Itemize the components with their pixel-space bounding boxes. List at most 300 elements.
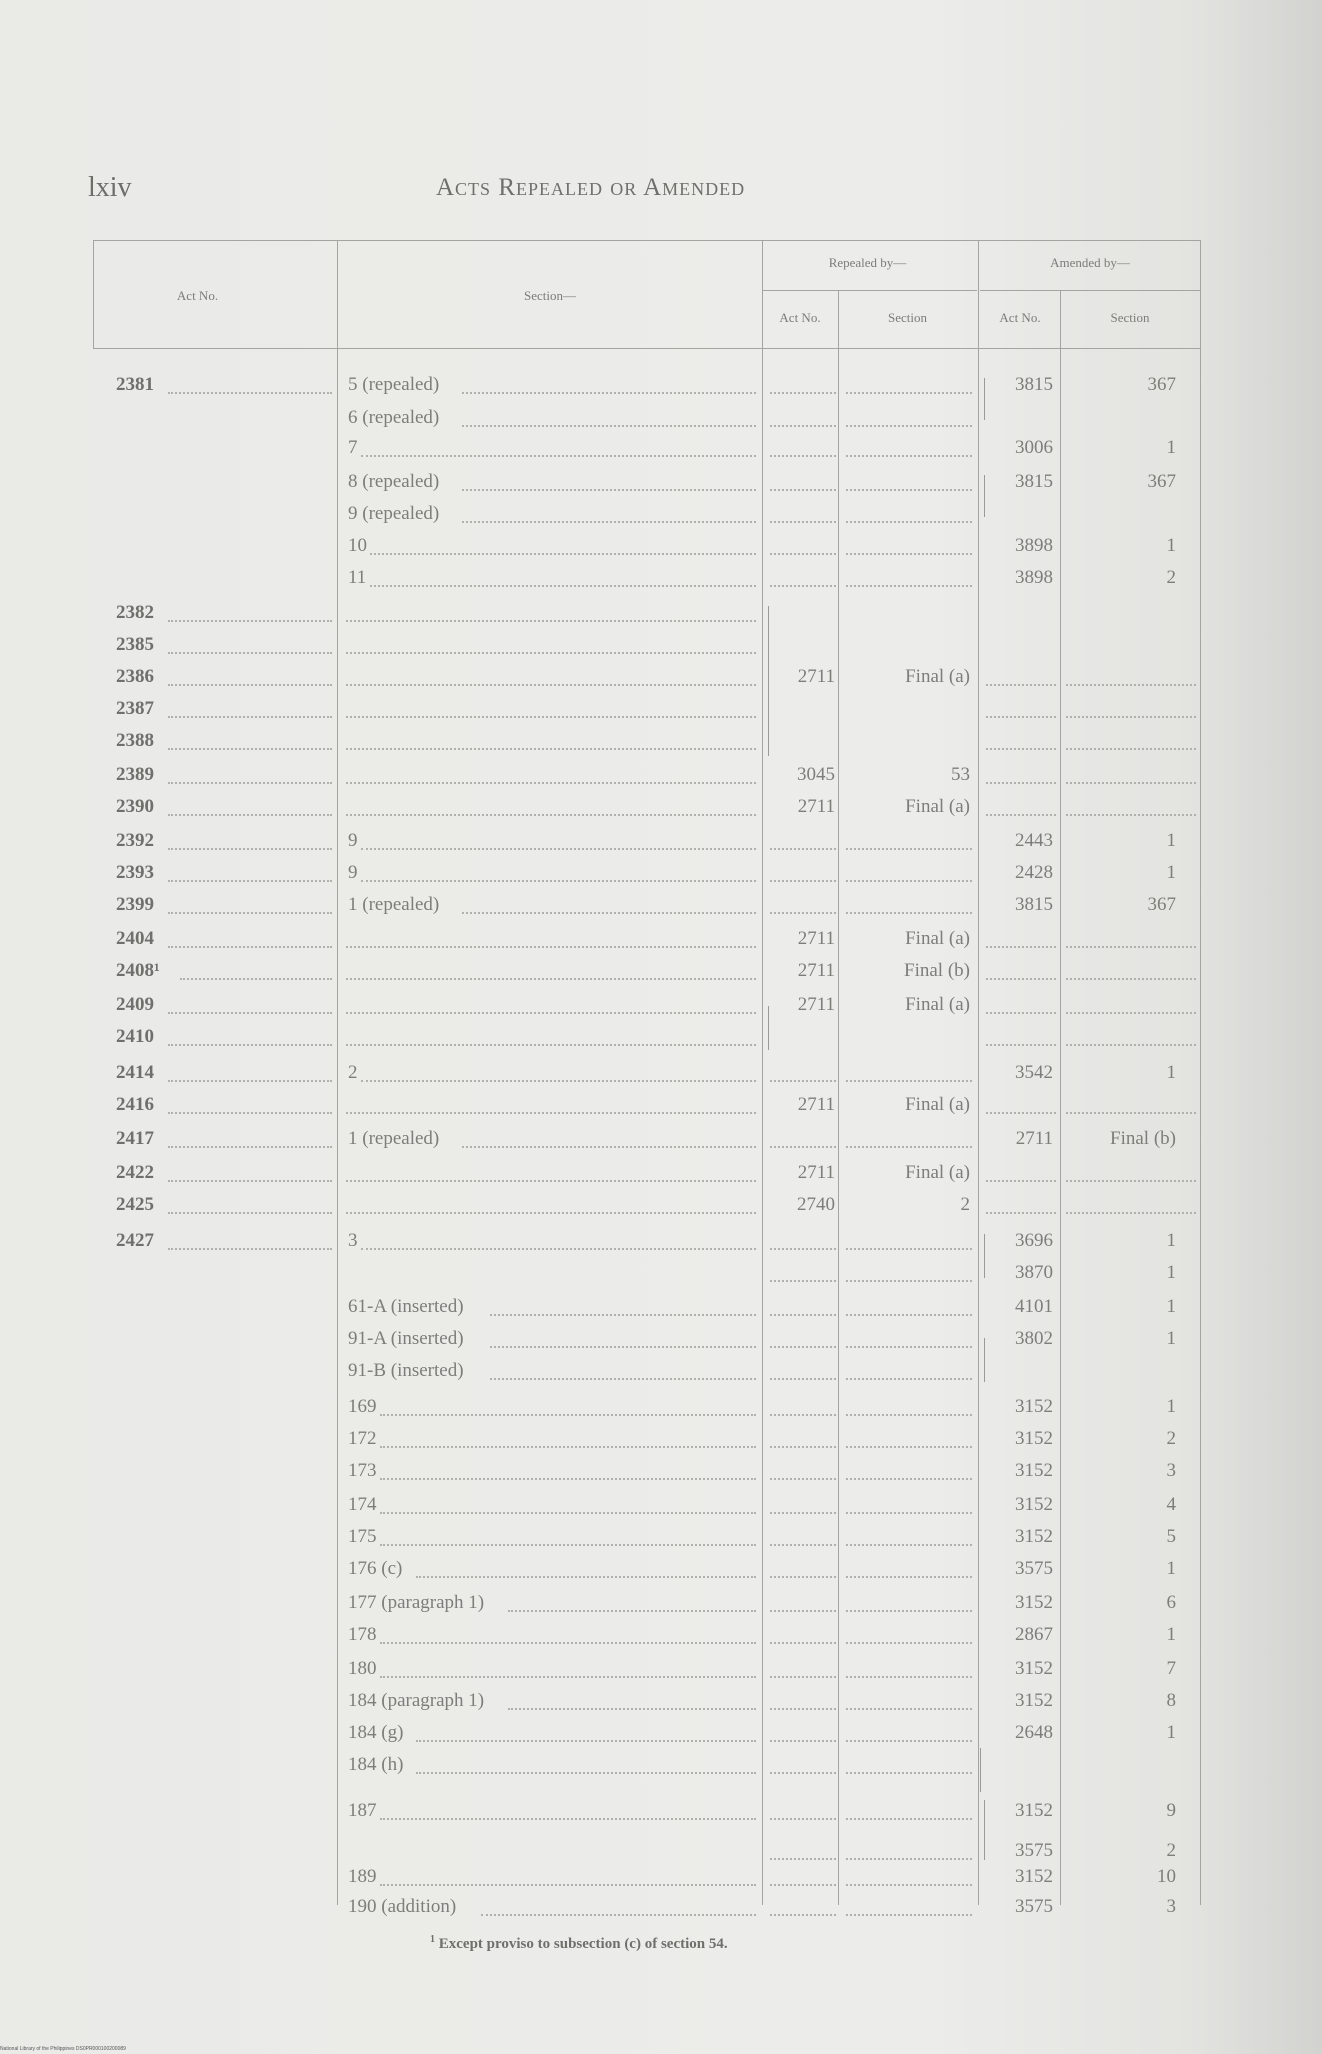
dot-leader — [770, 1772, 836, 1774]
dot-leader — [481, 1914, 756, 1916]
cell-sec: 3 — [348, 1230, 358, 1251]
dot-leader — [770, 1884, 836, 1886]
dot-leader — [168, 946, 332, 948]
dot-leader — [346, 652, 756, 654]
cell-a-sec: 7 — [1166, 1658, 1176, 1679]
cell-act: 2390 — [116, 796, 154, 817]
dot-leader — [846, 455, 972, 457]
dot-leader — [770, 489, 836, 491]
brace-2427-184gh — [980, 1748, 981, 1792]
cell-a-act: 3815 — [1015, 894, 1053, 915]
cell-a-sec: 1 — [1166, 1062, 1176, 1083]
dot-leader — [846, 553, 972, 555]
dot-leader — [1066, 1044, 1196, 1046]
dot-leader — [846, 1478, 972, 1480]
dot-leader — [770, 392, 836, 394]
cell-a-act: 3870 — [1015, 1262, 1053, 1283]
dot-leader — [846, 392, 972, 394]
dot-leader — [846, 1642, 972, 1644]
cell-r-sec: Final (a) — [905, 1162, 970, 1183]
dot-leader — [168, 814, 332, 816]
cell-act: 2414 — [116, 1062, 154, 1083]
dot-leader — [168, 1044, 332, 1046]
cell-a-sec: 1 — [1166, 437, 1176, 458]
dot-leader — [770, 1676, 836, 1678]
dot-leader — [1066, 716, 1196, 718]
cell-sec: 176 (c) — [348, 1558, 403, 1579]
cell-a-sec: 1 — [1166, 1262, 1176, 1283]
cell-sec: 10 — [348, 535, 367, 556]
dot-leader — [846, 848, 972, 850]
dot-leader — [1066, 1180, 1196, 1182]
table-top-rule — [93, 240, 1201, 241]
dot-leader — [346, 978, 756, 980]
dot-leader — [168, 1248, 332, 1250]
cell-a-act: 2867 — [1015, 1624, 1053, 1645]
cell-a-sec: 367 — [1147, 471, 1176, 492]
dot-leader — [770, 1314, 836, 1316]
cell-a-sec: 2 — [1166, 567, 1176, 588]
dot-leader — [346, 684, 756, 686]
cell-sec: 189 — [348, 1866, 377, 1887]
cell-a-sec: 1 — [1166, 535, 1176, 556]
brace-2427-3 — [984, 1234, 985, 1278]
cell-sec: 11 — [348, 567, 367, 588]
cell-act: 2385 — [116, 634, 154, 655]
dot-leader — [346, 1212, 756, 1214]
dot-leader — [361, 1248, 756, 1250]
dot-leader — [490, 1314, 756, 1316]
cell-act: 2422 — [116, 1162, 154, 1183]
dot-leader — [380, 1544, 756, 1546]
cell-a-act: 3152 — [1015, 1396, 1053, 1417]
footnote-text: Except proviso to subsection (c) of section 54. — [438, 1936, 728, 1952]
dot-leader — [508, 1610, 756, 1612]
dot-leader — [986, 1044, 1056, 1046]
cell-a-act: 3152 — [1015, 1800, 1053, 1821]
cell-act: 2425 — [116, 1194, 154, 1215]
cell-a-sec: 10 — [1157, 1866, 1176, 1887]
dot-leader — [770, 1610, 836, 1612]
header-repealed-section: Section — [888, 310, 927, 325]
dot-leader — [168, 1180, 332, 1182]
cell-act: 2417 — [116, 1128, 154, 1149]
dot-leader — [846, 1146, 972, 1148]
cell-act: 2388 — [116, 730, 154, 751]
cell-sec: 61-A (inserted) — [348, 1296, 464, 1317]
dot-leader — [168, 652, 332, 654]
brace-2381-5-6 — [984, 378, 985, 420]
dot-leader — [770, 585, 836, 587]
dot-leader — [770, 521, 836, 523]
cell-r-sec: Final (a) — [905, 666, 970, 687]
dot-leader — [1066, 978, 1196, 980]
dot-leader — [846, 1080, 972, 1082]
cell-a-act: 3152 — [1015, 1690, 1053, 1711]
dot-leader — [346, 782, 756, 784]
cell-a-sec: 1 — [1166, 1230, 1176, 1251]
dot-leader — [380, 1478, 756, 1480]
cell-r-sec: Final (a) — [905, 796, 970, 817]
dot-leader — [1066, 1112, 1196, 1114]
dot-leader — [846, 1346, 972, 1348]
cell-a-act: 2648 — [1015, 1722, 1053, 1743]
cell-r-sec: Final (a) — [905, 994, 970, 1015]
cell-a-act: 3575 — [1015, 1558, 1053, 1579]
brace-2382-2388 — [768, 606, 769, 756]
dot-leader — [846, 1378, 972, 1380]
header-amended-by: Amended by— — [1050, 255, 1130, 270]
dot-leader — [770, 1080, 836, 1082]
cell-sec: 184 (paragraph 1) — [348, 1690, 485, 1711]
dot-leader — [168, 748, 332, 750]
dot-leader — [380, 1884, 756, 1886]
dot-leader — [986, 1012, 1056, 1014]
dot-leader — [168, 1080, 332, 1082]
dot-leader — [1066, 782, 1196, 784]
header-act-no: Act No. — [176, 288, 219, 303]
dot-leader — [361, 880, 756, 882]
cell-a-sec: 1 — [1166, 1722, 1176, 1743]
cell-act: 2404 — [116, 928, 154, 949]
dot-leader — [770, 1146, 836, 1148]
dot-leader — [846, 1314, 972, 1316]
dot-leader — [168, 716, 332, 718]
dot-leader — [846, 585, 972, 587]
dot-leader — [846, 1772, 972, 1774]
dot-leader — [846, 912, 972, 914]
dot-leader — [416, 1576, 756, 1578]
cell-r-act: 3045 — [797, 764, 835, 785]
dot-leader — [846, 880, 972, 882]
dot-leader — [462, 392, 756, 394]
header-section: Section— — [524, 288, 576, 303]
dot-leader — [986, 1112, 1056, 1114]
cell-a-sec: 2 — [1166, 1428, 1176, 1449]
cell-a-act: 3152 — [1015, 1658, 1053, 1679]
cell-sec: 2 — [348, 1062, 358, 1083]
dot-leader — [846, 1414, 972, 1416]
brace-2427-187 — [984, 1800, 985, 1860]
cell-r-act: 2711 — [797, 1094, 835, 1115]
cell-act: 2427 — [116, 1230, 154, 1251]
cell-sec: 7 — [348, 437, 358, 458]
cell-a-act: 3802 — [1015, 1328, 1053, 1349]
dot-leader — [346, 1112, 756, 1114]
header-bottom-rule — [93, 348, 1201, 349]
cell-r-act: 2711 — [797, 796, 835, 817]
footnote — [430, 1934, 728, 1953]
dot-leader — [361, 848, 756, 850]
col-rule-5 — [978, 240, 979, 1905]
cell-act: 2410 — [116, 1026, 154, 1047]
cell-a-sec: 3 — [1166, 1896, 1176, 1917]
dot-leader — [490, 1378, 756, 1380]
dot-leader — [416, 1740, 756, 1742]
cell-sec: 180 — [348, 1658, 377, 1679]
cell-sec: 184 (h) — [348, 1754, 404, 1775]
cell-a-act: 3152 — [1015, 1866, 1053, 1887]
dot-leader — [770, 1708, 836, 1710]
cell-r-act: 2711 — [797, 994, 835, 1015]
cell-a-act: 3696 — [1015, 1230, 1053, 1251]
dot-leader — [168, 684, 332, 686]
dot-leader — [380, 1676, 756, 1678]
cell-sec: 175 — [348, 1526, 377, 1547]
cell-r-sec: Final (b) — [904, 960, 970, 981]
dot-leader — [380, 1414, 756, 1416]
cell-a-sec: 4 — [1166, 1494, 1176, 1515]
dot-leader — [770, 1914, 836, 1916]
cell-a-sec: 1 — [1166, 1328, 1176, 1349]
dot-leader — [168, 1146, 332, 1148]
cell-a-sec: 3 — [1166, 1460, 1176, 1481]
cell-act: 2382 — [116, 602, 154, 623]
cell-sec: 9 (repealed) — [348, 503, 440, 524]
dot-leader — [986, 814, 1056, 816]
dot-leader — [770, 553, 836, 555]
dot-leader — [770, 1858, 836, 1860]
dot-leader — [380, 1642, 756, 1644]
dot-leader — [1066, 946, 1196, 948]
cell-a-sec: 1 — [1166, 1296, 1176, 1317]
brace-2381-8-9 — [984, 475, 985, 517]
cell-a-act: 3006 — [1015, 437, 1053, 458]
col-rule-1 — [93, 240, 94, 348]
dot-leader — [168, 620, 332, 622]
dot-leader — [180, 978, 332, 980]
dot-leader — [986, 1212, 1056, 1214]
cell-a-act: 3152 — [1015, 1494, 1053, 1515]
cell-a-act: 2443 — [1015, 830, 1053, 851]
cell-a-sec: 1 — [1166, 1558, 1176, 1579]
cell-sec: 174 — [348, 1494, 377, 1515]
dot-leader — [361, 455, 756, 457]
dot-leader — [416, 1772, 756, 1774]
dot-leader — [1066, 814, 1196, 816]
dot-leader — [846, 1544, 972, 1546]
dot-leader — [846, 1280, 972, 1282]
cell-sec: 187 — [348, 1800, 377, 1821]
cell-sec: 173 — [348, 1460, 377, 1481]
dot-leader — [846, 1708, 972, 1710]
cell-r-act: 2711 — [797, 960, 835, 981]
dot-leader — [770, 1280, 836, 1282]
col-rule-6 — [1060, 290, 1061, 1905]
dot-leader — [846, 1818, 972, 1820]
cell-r-act: 2740 — [797, 1194, 835, 1215]
dot-leader — [346, 620, 756, 622]
cell-sec: 178 — [348, 1624, 377, 1645]
brace-2427-91ab — [984, 1338, 985, 1382]
dot-leader — [846, 1676, 972, 1678]
header-repealed-by: Repealed by— — [828, 255, 907, 270]
cell-a-act: 3152 — [1015, 1428, 1053, 1449]
dot-leader — [770, 912, 836, 914]
dot-leader — [770, 848, 836, 850]
cell-act: 2409 — [116, 994, 154, 1015]
dot-leader — [346, 716, 756, 718]
dot-leader — [1066, 748, 1196, 750]
cell-a-act: 3898 — [1015, 535, 1053, 556]
dot-leader — [846, 1740, 972, 1742]
cell-a-sec: 5 — [1166, 1526, 1176, 1547]
brace-2409-2410 — [768, 1006, 769, 1050]
cell-sec: 91-B (inserted) — [348, 1360, 464, 1381]
cell-sec: 5 (repealed) — [348, 374, 440, 395]
dot-leader — [846, 1914, 972, 1916]
footnote-mark: 1 — [430, 1934, 435, 1945]
dot-leader — [986, 684, 1056, 686]
header-split-rule-repealed — [762, 290, 977, 291]
dot-leader — [846, 489, 972, 491]
header-split-rule-amended — [980, 290, 1201, 291]
cell-act: 2399 — [116, 894, 154, 915]
dot-leader — [770, 1642, 836, 1644]
dot-leader — [986, 782, 1056, 784]
dot-leader — [770, 1576, 836, 1578]
cell-a-act: 3815 — [1015, 374, 1053, 395]
cell-a-sec: 1 — [1166, 830, 1176, 851]
dot-leader — [770, 1248, 836, 1250]
col-rule-7 — [1200, 240, 1201, 1905]
dot-leader — [1066, 684, 1196, 686]
cell-r-sec: Final (a) — [905, 928, 970, 949]
cell-a-act: 3898 — [1015, 567, 1053, 588]
dot-leader — [770, 1512, 836, 1514]
dot-leader — [986, 716, 1056, 718]
cell-a-sec: 8 — [1166, 1690, 1176, 1711]
page-folio: lxiv — [88, 172, 132, 203]
dot-leader — [1066, 1212, 1196, 1214]
cell-a-act: 3575 — [1015, 1896, 1053, 1917]
cell-act: 2392 — [116, 830, 154, 851]
library-caption: National Library of the Philippines DS0PR000100200089 — [0, 2046, 126, 2052]
cell-sec: 8 (repealed) — [348, 471, 440, 492]
dot-leader — [380, 1446, 756, 1448]
dot-leader — [986, 978, 1056, 980]
dot-leader — [770, 1544, 836, 1546]
dot-leader — [361, 1080, 756, 1082]
cell-sec: 9 — [348, 862, 358, 883]
cell-r-act: 2711 — [797, 666, 835, 687]
dot-leader — [986, 946, 1056, 948]
cell-a-act: 3815 — [1015, 471, 1053, 492]
dot-leader — [1066, 1012, 1196, 1014]
cell-a-act: 3152 — [1015, 1592, 1053, 1613]
cell-a-sec: 6 — [1166, 1592, 1176, 1613]
dot-leader — [846, 521, 972, 523]
dot-leader — [346, 1012, 756, 1014]
cell-act: 2416 — [116, 1094, 154, 1115]
cell-sec: 177 (paragraph 1) — [348, 1592, 485, 1613]
col-rule-4 — [838, 290, 839, 1905]
dot-leader — [846, 1512, 972, 1514]
cell-a-sec: Final (b) — [1110, 1128, 1176, 1149]
cell-act: 2386 — [116, 666, 154, 687]
cell-sec: 190 (addition) — [348, 1896, 457, 1917]
dot-leader — [168, 848, 332, 850]
cell-r-sec: 53 — [951, 764, 970, 785]
cell-r-act: 2711 — [797, 1162, 835, 1183]
dot-leader — [168, 880, 332, 882]
dot-leader — [846, 1884, 972, 1886]
cell-sec: 1 (repealed) — [348, 894, 440, 915]
dot-leader — [346, 1180, 756, 1182]
cell-act: 2389 — [116, 764, 154, 785]
dot-leader — [346, 1044, 756, 1046]
dot-leader — [168, 912, 332, 914]
dot-leader — [168, 1212, 332, 1214]
dot-leader — [770, 1346, 836, 1348]
dot-leader — [380, 1512, 756, 1514]
dot-leader — [770, 880, 836, 882]
cell-a-sec: 1 — [1166, 862, 1176, 883]
dot-leader — [168, 392, 332, 394]
cell-sec: 91-A (inserted) — [348, 1328, 464, 1349]
cell-sec: 6 (repealed) — [348, 407, 440, 428]
cell-sec: 184 (g) — [348, 1722, 404, 1743]
dot-leader — [770, 1446, 836, 1448]
cell-a-sec: 2 — [1166, 1840, 1176, 1861]
dot-leader — [770, 1478, 836, 1480]
header-amended-act-no: Act No. — [999, 310, 1041, 325]
dot-leader — [168, 1112, 332, 1114]
dot-leader — [462, 489, 756, 491]
cell-a-act: 4101 — [1015, 1296, 1053, 1317]
cell-a-sec: 367 — [1147, 374, 1176, 395]
cell-a-act: 2428 — [1015, 862, 1053, 883]
cell-sec: 172 — [348, 1428, 377, 1449]
dot-leader — [346, 814, 756, 816]
dot-leader — [846, 1576, 972, 1578]
dot-leader — [168, 782, 332, 784]
header-repealed-act-no: Act No. — [779, 310, 821, 325]
dot-leader — [770, 425, 836, 427]
cell-act: 2393 — [116, 862, 154, 883]
col-rule-3 — [762, 240, 763, 1905]
dot-leader — [770, 1414, 836, 1416]
dot-leader — [346, 946, 756, 948]
dot-leader — [770, 1818, 836, 1820]
dot-leader — [846, 1858, 972, 1860]
cell-a-act: 3152 — [1015, 1526, 1053, 1547]
dot-leader — [846, 425, 972, 427]
cell-a-sec: 367 — [1147, 894, 1176, 915]
cell-a-act: 3542 — [1015, 1062, 1053, 1083]
cell-a-act: 2711 — [1015, 1128, 1053, 1149]
dot-leader — [770, 1740, 836, 1742]
cell-r-sec: 2 — [960, 1194, 970, 1215]
cell-act: 2408¹ — [116, 960, 160, 981]
dot-leader — [986, 1180, 1056, 1182]
dot-leader — [370, 585, 756, 587]
dot-leader — [508, 1708, 756, 1710]
header-amended-section: Section — [1110, 310, 1150, 325]
cell-r-sec: Final (a) — [905, 1094, 970, 1115]
cell-sec: 169 — [348, 1396, 377, 1417]
dot-leader — [986, 748, 1056, 750]
cell-r-act: 2711 — [797, 928, 835, 949]
cell-a-act: 3152 — [1015, 1460, 1053, 1481]
dot-leader — [846, 1446, 972, 1448]
dot-leader — [462, 1146, 756, 1148]
dot-leader — [490, 1346, 756, 1348]
cell-a-sec: 1 — [1166, 1624, 1176, 1645]
dot-leader — [346, 748, 756, 750]
cell-a-sec: 9 — [1166, 1800, 1176, 1821]
dot-leader — [462, 425, 756, 427]
